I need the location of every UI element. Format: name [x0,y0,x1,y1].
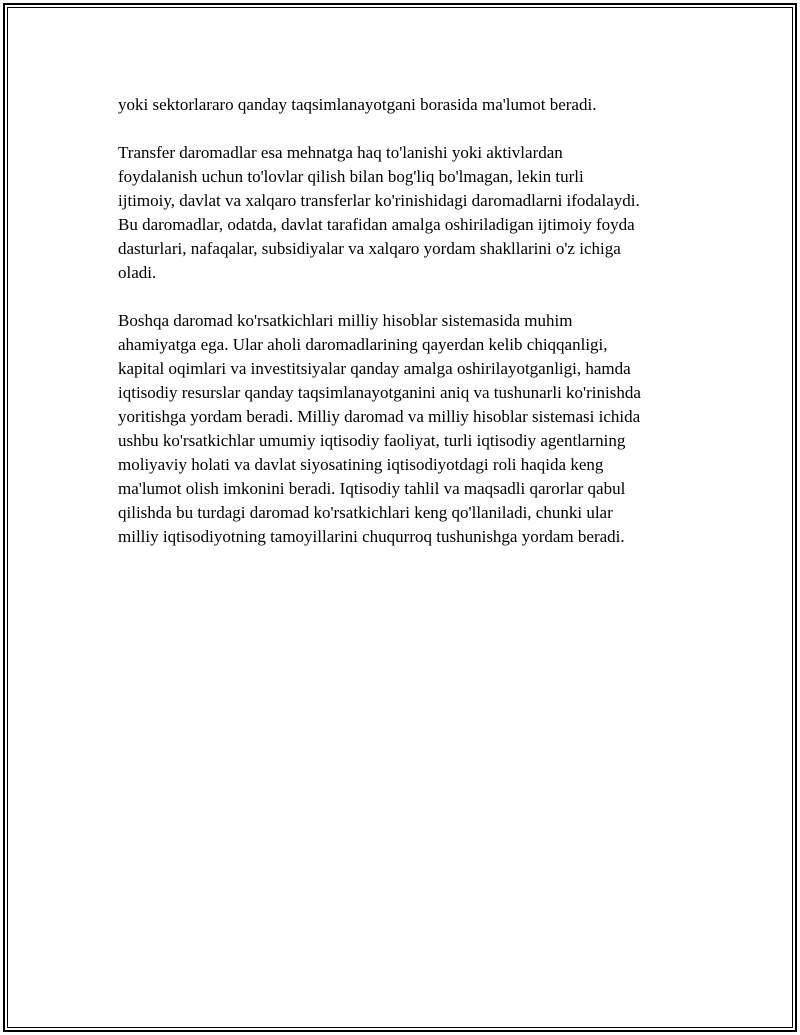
text-line: ma'lumot olish imkonini beradi. Iqtisodiy tahlil va maqsadli qarorlar qabul [118,479,626,498]
text-line: oladi. [118,263,157,282]
text-line: yoritishga yordam beradi. Milliy daromad va milliy hisoblar sistemasi ichida [118,407,641,426]
text-line: Bu daromadlar, odatda, davlat tarafidan amalga oshiriladigan ijtimoiy foyda [118,215,635,234]
document-body [118,93,688,573]
text-line: Boshqa daromad ko'rsatkichlari milliy hisoblar sistemasida muhim [118,311,573,330]
text-line: moliyaviy holati va davlat siyosatining iqtisodiyotdagi roli haqida keng [118,455,604,474]
paragraph-3 [118,309,688,549]
text-line: yoki sektorlararo qanday taqsimlanayotgani borasida ma'lumot beradi. [118,95,597,114]
text-line: dasturlari, nafaqalar, subsidiyalar va xalqaro yordam shakllarini o'z ichiga [118,239,621,258]
text-line: ijtimoiy, davlat va xalqaro transferlar ko'rinishidagi daromadlarni ifodalaydi. [118,191,640,210]
text-line: ahamiyatga ega. Ular aholi daromadlarining qayerdan kelib chiqqanligi, [118,335,608,354]
text-line: kapital oqimlari va investitsiyalar qanday amalga oshirilayotganligi, hamda [118,359,631,378]
text-line: qilishda bu turdagi daromad ko'rsatkichlari keng qo'llaniladi, chunki ular [118,503,613,522]
text-line: iqtisodiy resurslar qanday taqsimlanayotganini aniq va tushunarli ko'rinishda [118,383,641,402]
text-line: ushbu ko'rsatkichlar umumiy iqtisodiy faoliyat, turli iqtisodiy agentlarning [118,431,626,450]
paragraph-1 [118,93,688,117]
paragraph-2 [118,141,688,285]
text-line: Transfer daromadlar esa mehnatga haq to'lanishi yoki aktivlardan [118,143,563,162]
text-line: foydalanish uchun to'lovlar qilish bilan bog'liq bo'lmagan, lekin turli [118,167,584,186]
text-line: milliy iqtisodiyotning tamoyillarini chuqurroq tushunishga yordam beradi. [118,527,625,546]
